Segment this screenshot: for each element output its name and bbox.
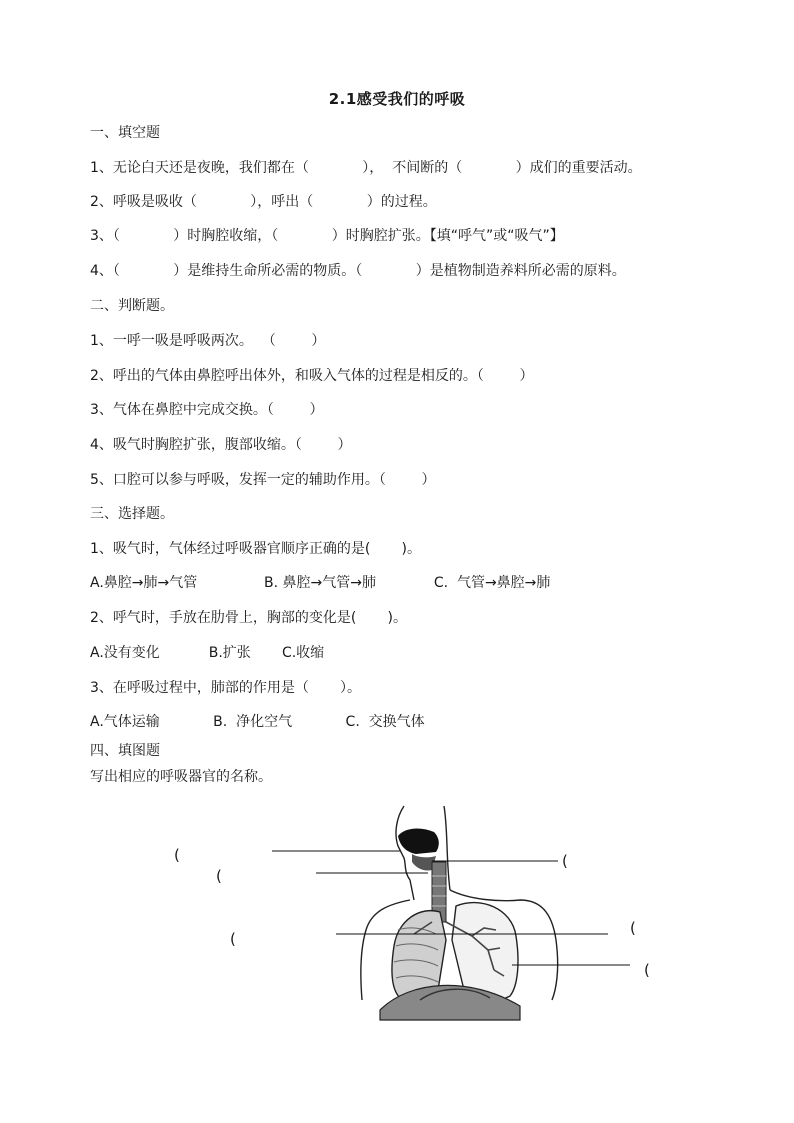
diagram-blank-lung: ( bbox=[644, 961, 650, 979]
choice-question-3-options: A.气体运输 B. 净化空气 C. 交换气体 bbox=[90, 714, 425, 730]
section-diagram-heading: 四、填图题 bbox=[90, 743, 160, 759]
true-false-question-5: 5、口腔可以参与呼吸，发挥一定的辅助作用。（ ） bbox=[90, 472, 436, 488]
diagram-instruction: 写出相应的呼吸器官的名称。 bbox=[90, 769, 272, 785]
true-false-question-1: 1、一呼一吸是呼吸两次。 （ ） bbox=[90, 333, 326, 349]
choice-question-3: 3、在呼吸过程中，肺部的作用是（ ）。 bbox=[90, 680, 362, 696]
section-choice-heading: 三、选择题。 bbox=[90, 506, 174, 522]
diagram-blank-pharynx: ( bbox=[216, 867, 222, 885]
diagram-blank-bronchus: ( bbox=[230, 930, 236, 948]
section-fill-blank-heading: 一、填空题 bbox=[90, 125, 160, 141]
fill-blank-question-3: 3、（ ）时胸腔收缩，（ ）时胸腔扩张。【填“呼气”或“吸气”】 bbox=[90, 228, 564, 244]
diagram-blank-larynx: ( bbox=[562, 852, 568, 870]
choice-question-2-options: A.没有变化 B.扩张 C.收缩 bbox=[90, 645, 325, 661]
section-true-false-heading: 二、判断题。 bbox=[90, 298, 174, 314]
fill-blank-question-2: 2、呼吸是吸收（ ），呼出（ ）的过程。 bbox=[90, 194, 437, 210]
true-false-question-2: 2、呼出的气体由鼻腔呼出体外，和吸入气体的过程是相反的。（ ） bbox=[90, 368, 534, 384]
true-false-question-4: 4、吸气时胸腔扩张，腹部收缩。（ ） bbox=[90, 437, 352, 453]
choice-question-1: 1、吸气时，气体经过呼吸器官顺序正确的是( )。 bbox=[90, 541, 421, 557]
true-false-question-3: 3、气体在鼻腔中完成交换。（ ） bbox=[90, 402, 324, 418]
choice-question-1-options: A.鼻腔→肺→气管 B. 鼻腔→气管→肺 C. 气管→鼻腔→肺 bbox=[90, 575, 551, 591]
diagram-blank-trachea: ( bbox=[630, 919, 636, 937]
fill-blank-question-1: 1、无论白天还是夜晚，我们都在（ ）， 不间断的（ ）成们的重要活动。 bbox=[90, 160, 642, 176]
fill-blank-question-4: 4、（ ）是维持生命所必需的物质。（ ）是植物制造养料所必需的原料。 bbox=[90, 263, 626, 279]
worksheet-title: 2.1感受我们的呼吸 bbox=[328, 90, 466, 108]
choice-question-2: 2、呼气时，手放在肋骨上，胸部的变化是( )。 bbox=[90, 610, 407, 626]
diagram-blank-nasal: ( bbox=[174, 846, 180, 864]
